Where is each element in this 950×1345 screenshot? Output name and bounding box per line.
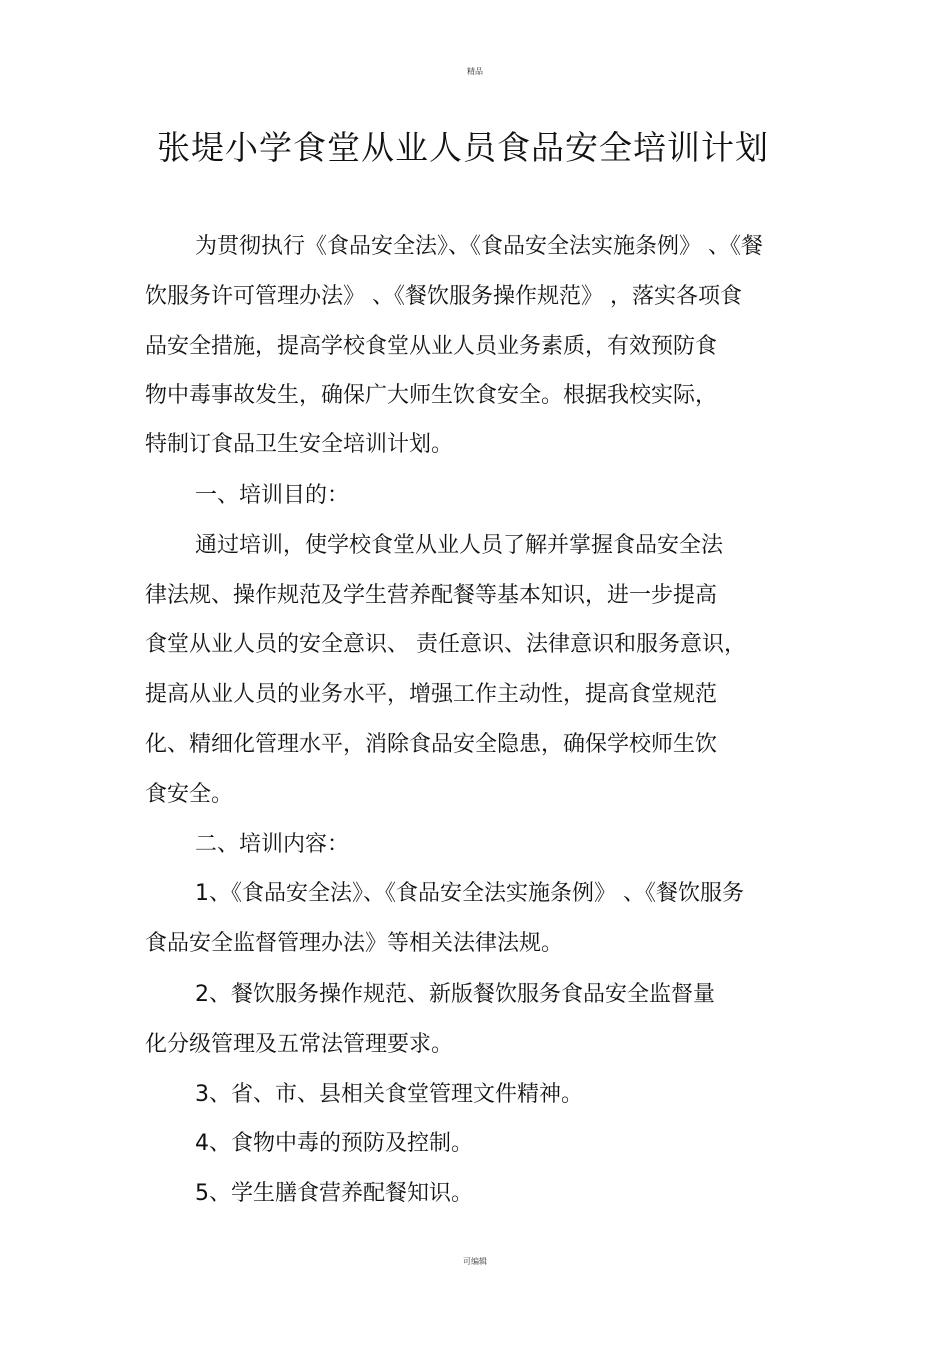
section-heading: 二、培训内容：	[195, 832, 350, 857]
body-line: 通过培训，使学校食堂从业人员了解并掌握食品安全法	[195, 533, 724, 558]
body-line: 品安全措施，提高学校食堂从业人员业务素质，有效预防食	[145, 334, 718, 359]
list-item-continuation: 化分级管理及五常法管理要求。	[145, 1032, 454, 1057]
body-line: 食堂从业人员的安全意识、 责任意识、法律意识和服务意识，	[145, 632, 746, 657]
body-line: 为贯彻执行《食品安全法》、《食品安全法实施条例》 、《餐	[195, 234, 763, 259]
body-line: 律法规、操作规范及学生营养配餐等基本知识，进一步提高	[145, 583, 718, 608]
body-line: 特制订食品卫生安全培训计划。	[145, 432, 454, 457]
list-item: 1、《食品安全法》、《食品安全法实施条例》 、《餐饮服务	[195, 881, 744, 906]
list-item: 3、省、市、县相关食堂管理文件精神。	[195, 1082, 583, 1107]
document-title: 张堤小学食堂从业人员食品安全培训计划	[157, 128, 769, 167]
list-item-continuation: 食品安全监督管理办法》等相关法律法规。	[145, 931, 564, 956]
section-heading: 一、培训目的：	[195, 483, 350, 508]
body-line: 物中毒事故发生，确保广大师生饮食安全。根据我校实际，	[145, 383, 718, 408]
body-line: 化、精细化管理水平，消除食品安全隐患，确保学校师生饮	[145, 732, 718, 757]
body-line: 饮服务许可管理办法》 、《餐饮服务操作规范》 ，落实各项食	[145, 284, 742, 309]
footer-watermark: 可编辑	[463, 1257, 487, 1266]
list-item: 4、食物中毒的预防及控制。	[195, 1131, 473, 1156]
header-watermark: 精品	[467, 67, 483, 76]
body-line: 提高从业人员的业务水平，增强工作主动性，提高食堂规范	[145, 682, 718, 707]
list-item: 2、餐饮服务操作规范、新版餐饮服务食品安全监督量	[195, 982, 715, 1007]
list-item: 5、学生膳食营养配餐知识。	[195, 1181, 473, 1206]
body-line: 食安全。	[145, 782, 234, 807]
